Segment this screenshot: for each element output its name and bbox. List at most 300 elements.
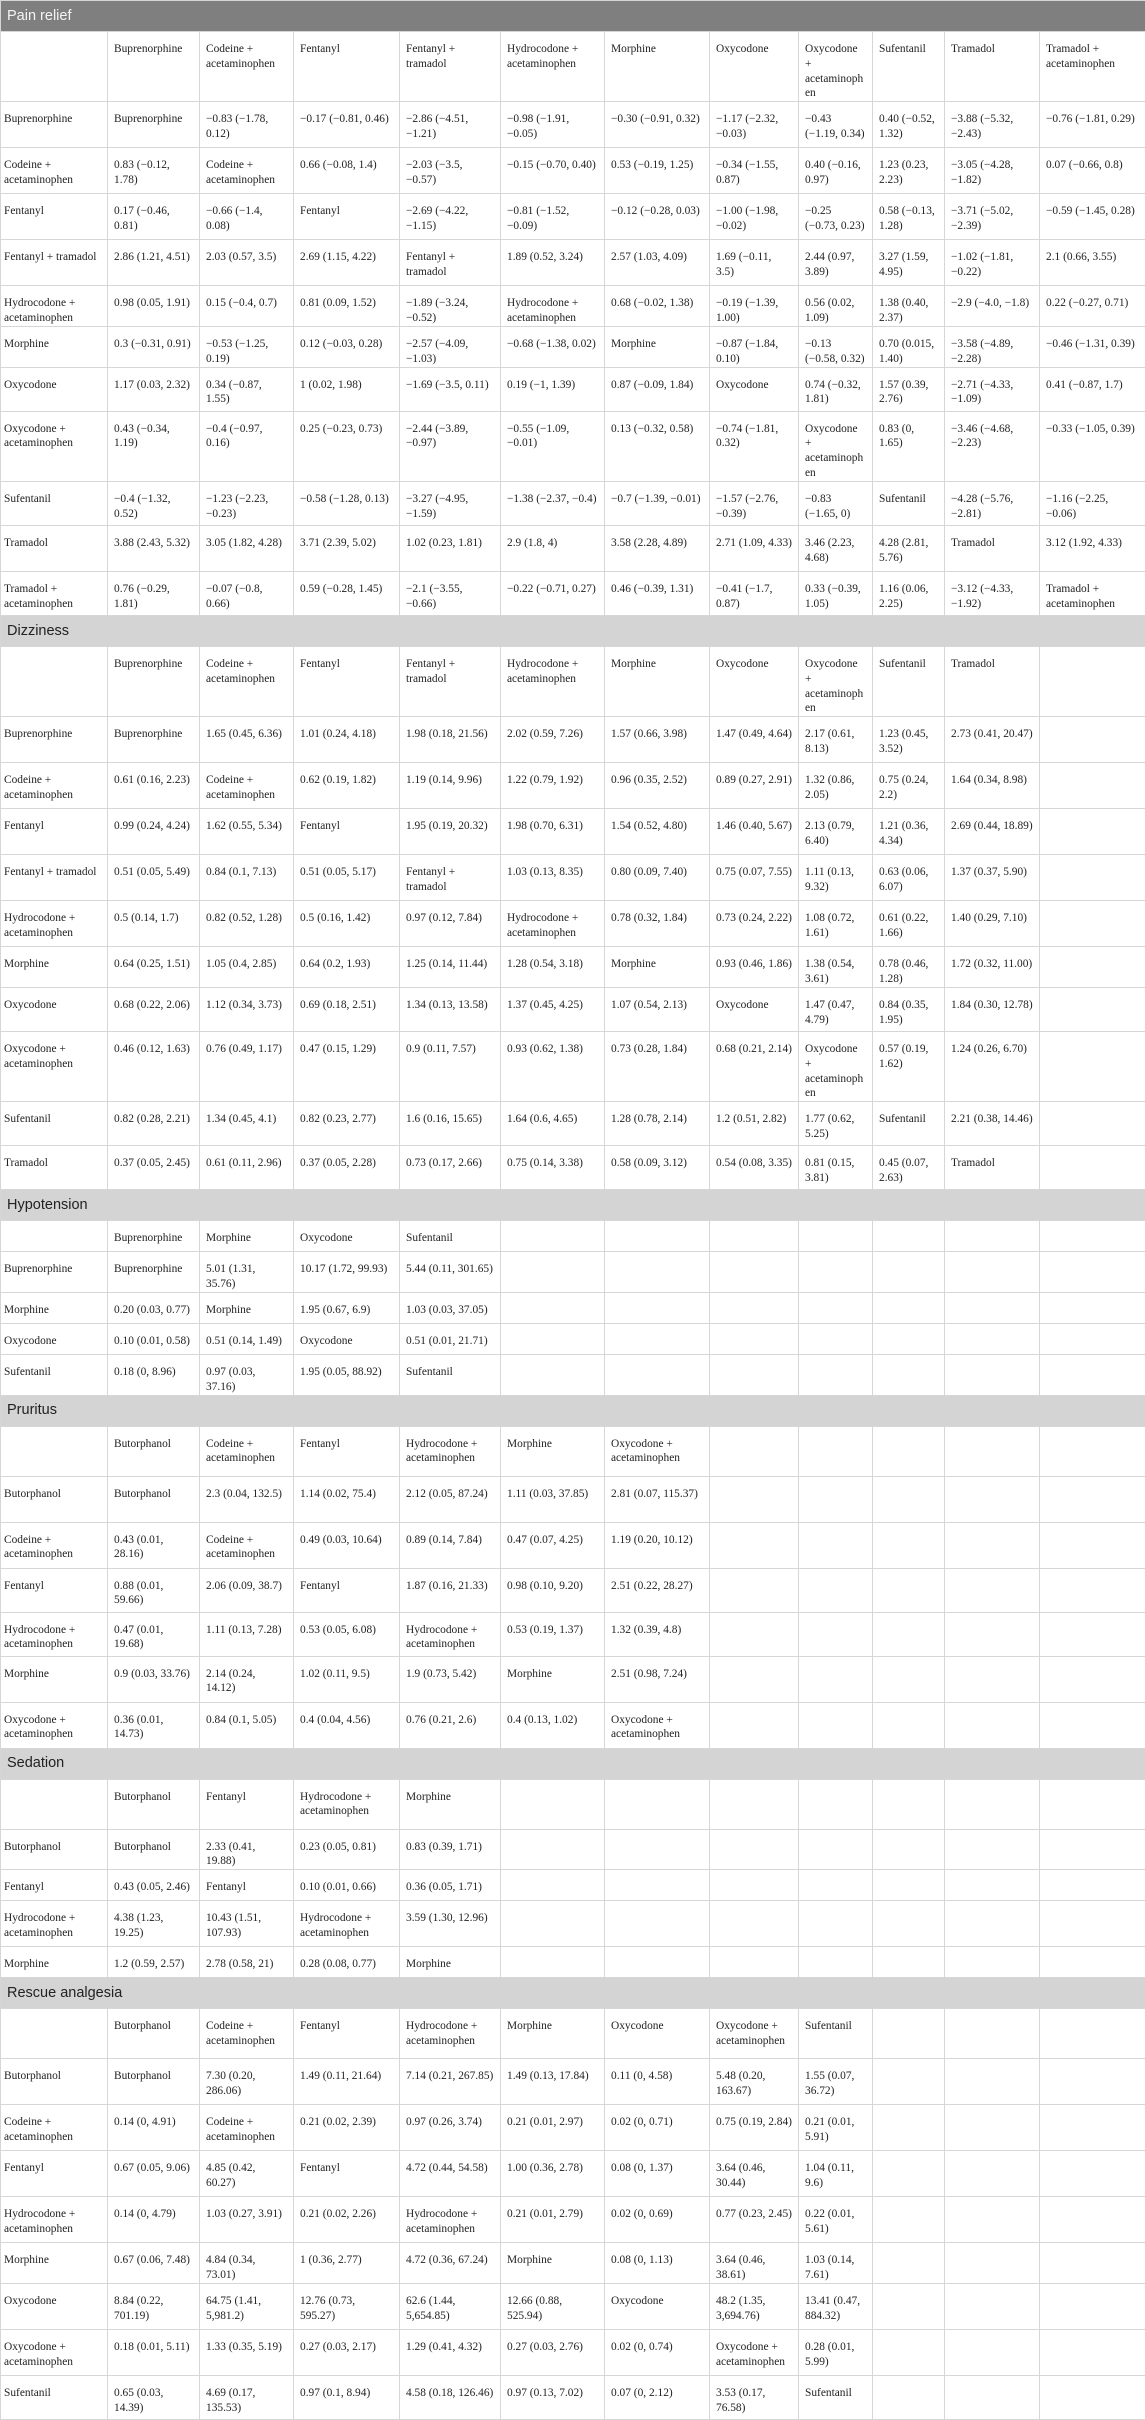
table-cell: 0.81 (0.15, 3.81) [799, 1146, 873, 1190]
table-cell: 0.14 (0, 4.79) [108, 2197, 200, 2243]
table-cell: 0.43 (−0.34, 1.19) [108, 411, 200, 481]
table-cell: 8.84 (0.22, 701.19) [108, 2283, 200, 2329]
section-title: Dizziness [1, 615, 1145, 646]
column-header: Tramadol [945, 646, 1040, 716]
table-cell [1040, 2329, 1145, 2375]
table-row [1, 2105, 1145, 2151]
table-cell: 0.21 (0.02, 2.39) [294, 2105, 400, 2151]
column-header [501, 1779, 605, 1829]
row-header: Tramadol + acetaminophen [1, 571, 108, 615]
column-header [710, 1779, 799, 1829]
table-cell: 1.55 (0.07, 36.72) [799, 2059, 873, 2105]
table-cell: 2.3 (0.04, 132.5) [200, 1476, 294, 1522]
table-row [1, 1901, 1145, 1947]
table-cell: 0.61 (0.11, 2.96) [200, 1146, 294, 1190]
table-row [1, 1612, 1145, 1656]
table-cell: 0.97 (0.03, 37.16) [200, 1354, 294, 1395]
table-cell: 0.08 (0, 1.13) [605, 2243, 710, 2284]
table-cell [1040, 763, 1145, 809]
table-cell: 2.13 (0.79, 6.40) [799, 809, 873, 855]
table-cell: −3.71 (−5.02, −2.39) [945, 194, 1040, 240]
column-header-row [1, 1221, 1145, 1252]
table-cell: 0.18 (0, 8.96) [108, 1354, 200, 1395]
table-cell: Codeine + acetaminophen [200, 763, 294, 809]
table-cell: 1.17 (0.03, 2.32) [108, 367, 200, 411]
table-row [1, 947, 1145, 988]
row-header: Fentanyl + tramadol [1, 855, 108, 901]
table-row [1, 1829, 1145, 1870]
section-title-row [1, 615, 1145, 646]
row-header: Sufentanil [1, 1354, 108, 1395]
row-header: Hydrocodone + acetaminophen [1, 2197, 108, 2243]
column-header: Fentanyl [200, 1779, 294, 1829]
table-cell: 0.43 (0.01, 28.16) [108, 1522, 200, 1568]
table-cell: 4.69 (0.17, 135.53) [200, 2375, 294, 2419]
table-cell [945, 1870, 1040, 1901]
column-header [799, 1221, 873, 1252]
table-cell: 0.12 (−0.03, 0.28) [294, 326, 400, 367]
row-header: Tramadol [1, 525, 108, 571]
table-cell [501, 1829, 605, 1870]
table-row [1, 240, 1145, 286]
corner-cell [1, 32, 108, 102]
table-cell: −0.66 (−1.4, 0.08) [200, 194, 294, 240]
table-cell [799, 1612, 873, 1656]
table-cell: 0.58 (−0.13, 1.28) [873, 194, 945, 240]
table-cell [1040, 1522, 1145, 1568]
column-header [1040, 1779, 1145, 1829]
table-cell [605, 1354, 710, 1395]
table-cell: 0.51 (0.01, 21.71) [400, 1323, 501, 1354]
table-cell: 5.01 (1.31, 35.76) [200, 1252, 294, 1293]
table-cell [873, 1870, 945, 1901]
table-cell [945, 1656, 1040, 1702]
table-cell: −0.34 (−1.55, 0.87) [710, 148, 799, 194]
table-cell [1040, 717, 1145, 763]
column-header: Morphine [605, 32, 710, 102]
table-cell: 1.14 (0.02, 75.4) [294, 1476, 400, 1522]
column-header: Sufentanil [799, 2009, 873, 2059]
table-cell: 0.5 (0.16, 1.42) [294, 901, 400, 947]
table-cell: 0.27 (0.03, 2.17) [294, 2329, 400, 2375]
table-cell: 0.75 (0.07, 7.55) [710, 855, 799, 901]
table-cell: 0.98 (0.05, 1.91) [108, 286, 200, 327]
row-header: Buprenorphine [1, 717, 108, 763]
table-cell: 0.02 (0, 0.69) [605, 2197, 710, 2243]
table-cell: 1.01 (0.24, 4.18) [294, 717, 400, 763]
table-cell: 0.08 (0, 1.37) [605, 2151, 710, 2197]
table-cell: 0.99 (0.24, 4.24) [108, 809, 200, 855]
table-cell: −1.38 (−2.37, −0.4) [501, 481, 605, 525]
table-cell: 3.27 (1.59, 4.95) [873, 240, 945, 286]
table-cell: 2.1 (0.66, 3.55) [1040, 240, 1145, 286]
table-cell: 1.46 (0.40, 5.67) [710, 809, 799, 855]
table-cell: 0.51 (0.05, 5.49) [108, 855, 200, 901]
table-cell: Morphine [400, 1947, 501, 1978]
table-cell: −3.27 (−4.95, −1.59) [400, 481, 501, 525]
table-cell: 10.43 (1.51, 107.93) [200, 1901, 294, 1947]
table-cell: 1.38 (0.54, 3.61) [799, 947, 873, 988]
corner-cell [1, 1221, 108, 1252]
table-cell: Tramadol [945, 525, 1040, 571]
table-cell: Oxycodone [294, 1323, 400, 1354]
table-cell [873, 1476, 945, 1522]
table-cell: 2.12 (0.05, 87.24) [400, 1476, 501, 1522]
table-cell: −1.23 (−2.23, −0.23) [200, 481, 294, 525]
column-header: Oxycodone + acetaminophen [799, 32, 873, 102]
row-header: Codeine + acetaminophen [1, 763, 108, 809]
table-cell [945, 2197, 1040, 2243]
table-cell: 2.03 (0.57, 3.5) [200, 240, 294, 286]
table-cell: −1.02 (−1.81, −0.22) [945, 240, 1040, 286]
table-cell: Morphine [501, 2243, 605, 2284]
table-cell [710, 1522, 799, 1568]
table-cell: −1.00 (−1.98, −0.02) [710, 194, 799, 240]
table-row [1, 2243, 1145, 2284]
column-header: Morphine [200, 1221, 294, 1252]
table-cell: 0.82 (0.52, 1.28) [200, 901, 294, 947]
table-cell: −0.59 (−1.45, 0.28) [1040, 194, 1145, 240]
table-cell: 1.57 (0.66, 3.98) [605, 717, 710, 763]
table-cell: 0.83 (−0.12, 1.78) [108, 148, 200, 194]
table-cell: 0.47 (0.01, 19.68) [108, 1612, 200, 1656]
table-cell: 2.02 (0.59, 7.26) [501, 717, 605, 763]
row-header: Morphine [1, 326, 108, 367]
section-title-row [1, 1978, 1145, 2009]
table-cell: 1.98 (0.18, 21.56) [400, 717, 501, 763]
table-cell: 3.88 (2.43, 5.32) [108, 525, 200, 571]
table-cell: 0.84 (0.1, 7.13) [200, 855, 294, 901]
table-cell: Fentanyl [200, 1870, 294, 1901]
row-header: Buprenorphine [1, 102, 108, 148]
column-header: Codeine + acetaminophen [200, 2009, 294, 2059]
table-cell: 0.11 (0, 4.58) [605, 2059, 710, 2105]
row-header: Morphine [1, 2243, 108, 2284]
table-cell [873, 2375, 945, 2419]
table-row [1, 1568, 1145, 1612]
table-cell [945, 2105, 1040, 2151]
table-cell [710, 1612, 799, 1656]
column-header [1040, 1221, 1145, 1252]
table-cell: 1.57 (0.39, 2.76) [873, 367, 945, 411]
table-cell: 1.6 (0.16, 15.65) [400, 1102, 501, 1146]
table-cell: −0.43 (−1.19, 0.34) [799, 102, 873, 148]
column-header: Fentanyl + tramadol [400, 32, 501, 102]
table-cell: 3.53 (0.17, 76.58) [710, 2375, 799, 2419]
column-header: Sufentanil [873, 646, 945, 716]
table-cell [501, 1323, 605, 1354]
table-cell: 0.36 (0.05, 1.71) [400, 1870, 501, 1901]
table-cell [710, 1947, 799, 1978]
table-row [1, 194, 1145, 240]
table-cell [945, 1947, 1040, 1978]
table-cell [799, 1656, 873, 1702]
table-cell [1040, 2059, 1145, 2105]
table-cell: 1.03 (0.27, 3.91) [200, 2197, 294, 2243]
section-title: Pain relief [1, 1, 1145, 32]
column-header [799, 1426, 873, 1476]
table-cell [945, 1568, 1040, 1612]
table-cell: 0.73 (0.24, 2.22) [710, 901, 799, 947]
table-cell: 0.9 (0.03, 33.76) [108, 1656, 200, 1702]
table-cell: 0.76 (0.21, 2.6) [400, 1702, 501, 1748]
table-cell: 0.22 (0.01, 5.61) [799, 2197, 873, 2243]
table-cell: Buprenorphine [108, 102, 200, 148]
table-cell: Fentanyl [294, 194, 400, 240]
table-cell: −0.53 (−1.25, 0.19) [200, 326, 294, 367]
column-header-row [1, 1426, 1145, 1476]
table-cell: Sufentanil [873, 1102, 945, 1146]
table-cell [501, 1292, 605, 1323]
column-header: Butorphanol [108, 2009, 200, 2059]
table-cell: 0.49 (0.03, 10.64) [294, 1522, 400, 1568]
column-header: Fentanyl [294, 646, 400, 716]
table-cell: 0.77 (0.23, 2.45) [710, 2197, 799, 2243]
row-header: Fentanyl [1, 1870, 108, 1901]
table-cell: 1.21 (0.36, 4.34) [873, 809, 945, 855]
table-cell: 0.68 (−0.02, 1.38) [605, 286, 710, 327]
table-cell [1040, 2197, 1145, 2243]
table-cell [1040, 1146, 1145, 1190]
table-cell: −0.17 (−0.81, 0.46) [294, 102, 400, 148]
table-cell [1040, 1656, 1145, 1702]
table-cell: 0.27 (0.03, 2.76) [501, 2329, 605, 2375]
table-cell: −3.46 (−4.68, −2.23) [945, 411, 1040, 481]
table-cell: −0.74 (−1.81, 0.32) [710, 411, 799, 481]
table-cell: 0.62 (0.19, 1.82) [294, 763, 400, 809]
table-cell: Sufentanil [799, 2375, 873, 2419]
table-cell: 3.05 (1.82, 4.28) [200, 525, 294, 571]
table-cell: 0.15 (−0.4, 0.7) [200, 286, 294, 327]
table-cell [945, 2243, 1040, 2284]
column-header: Morphine [605, 646, 710, 716]
table-cell: −0.13 (−0.58, 0.32) [799, 326, 873, 367]
table-cell [799, 1354, 873, 1395]
row-header: Oxycodone [1, 2283, 108, 2329]
table-cell: Tramadol + acetaminophen [1040, 571, 1145, 615]
table-cell [1040, 947, 1145, 988]
table-cell: Oxycodone + acetaminophen [799, 1031, 873, 1101]
table-cell: 0.65 (0.03, 14.39) [108, 2375, 200, 2419]
table-cell: 1.72 (0.32, 11.00) [945, 947, 1040, 988]
table-cell: 0.19 (−1, 1.39) [501, 367, 605, 411]
corner-cell [1, 646, 108, 716]
table-row [1, 2283, 1145, 2329]
table-cell: 0.43 (0.05, 2.46) [108, 1870, 200, 1901]
table-cell [873, 2329, 945, 2375]
table-cell: −0.22 (−0.71, 0.27) [501, 571, 605, 615]
table-row [1, 286, 1145, 327]
table-row [1, 1354, 1145, 1395]
table-cell [710, 1354, 799, 1395]
table-cell: 0.07 (0, 2.12) [605, 2375, 710, 2419]
table-cell: 1.02 (0.11, 9.5) [294, 1656, 400, 1702]
table-cell [710, 1702, 799, 1748]
table-cell: 1.07 (0.54, 2.13) [605, 987, 710, 1031]
column-header: Fentanyl [294, 1426, 400, 1476]
row-header: Morphine [1, 1656, 108, 1702]
table-cell: 1.49 (0.11, 21.64) [294, 2059, 400, 2105]
table-cell [945, 1522, 1040, 1568]
table-cell: 0.73 (0.17, 2.66) [400, 1146, 501, 1190]
table-cell: 0.97 (0.1, 8.94) [294, 2375, 400, 2419]
table-cell [799, 1702, 873, 1748]
row-header: Fentanyl [1, 2151, 108, 2197]
table-cell [1040, 2105, 1145, 2151]
table-cell: 1.28 (0.78, 2.14) [605, 1102, 710, 1146]
table-cell: −0.58 (−1.28, 0.13) [294, 481, 400, 525]
table-cell: 0.45 (0.07, 2.63) [873, 1146, 945, 1190]
row-header: Codeine + acetaminophen [1, 1522, 108, 1568]
table-row [1, 2059, 1145, 2105]
table-row [1, 481, 1145, 525]
table-cell: −0.76 (−1.81, 0.29) [1040, 102, 1145, 148]
column-header: Sufentanil [400, 1221, 501, 1252]
table-cell [945, 2375, 1040, 2419]
table-cell: 1.25 (0.14, 11.44) [400, 947, 501, 988]
table-cell: 0.47 (0.15, 1.29) [294, 1031, 400, 1101]
section-title: Hypotension [1, 1190, 1145, 1221]
table-cell: 1.24 (0.26, 6.70) [945, 1031, 1040, 1101]
table-cell: 2.06 (0.09, 38.7) [200, 1568, 294, 1612]
table-cell: 10.17 (1.72, 99.93) [294, 1252, 400, 1293]
table-cell: −0.12 (−0.28, 0.03) [605, 194, 710, 240]
row-header: Sufentanil [1, 481, 108, 525]
table-cell [873, 2197, 945, 2243]
table-cell [1040, 901, 1145, 947]
row-header: Oxycodone + acetaminophen [1, 1031, 108, 1101]
table-cell: 2.51 (0.22, 28.27) [605, 1568, 710, 1612]
table-row [1, 1292, 1145, 1323]
table-cell [799, 1829, 873, 1870]
table-cell: 0.89 (0.27, 2.91) [710, 763, 799, 809]
table-cell [1040, 1031, 1145, 1101]
table-cell: 0.41 (−0.87, 1.7) [1040, 367, 1145, 411]
table-cell: −0.83 (−1.78, 0.12) [200, 102, 294, 148]
table-cell: −2.9 (−4.0, −1.8) [945, 286, 1040, 327]
column-header-row [1, 2009, 1145, 2059]
table-cell: 0.97 (0.13, 7.02) [501, 2375, 605, 2419]
table-cell [501, 1252, 605, 1293]
table-row [1, 901, 1145, 947]
column-header [1040, 2009, 1145, 2059]
column-header: Butorphanol [108, 1779, 200, 1829]
table-cell: −2.86 (−4.51, −1.21) [400, 102, 501, 148]
table-cell: 0.69 (0.18, 2.51) [294, 987, 400, 1031]
table-cell [605, 1829, 710, 1870]
table-cell: 0.59 (−0.28, 1.45) [294, 571, 400, 615]
table-cell: Fentanyl [294, 2151, 400, 2197]
table-cell [710, 1870, 799, 1901]
table-cell: 3.71 (2.39, 5.02) [294, 525, 400, 571]
table-cell: 2.21 (0.38, 14.46) [945, 1102, 1040, 1146]
table-cell: 1.2 (0.59, 2.57) [108, 1947, 200, 1978]
column-header: Sufentanil [873, 32, 945, 102]
table-cell [799, 1870, 873, 1901]
table-cell [945, 1354, 1040, 1395]
table-cell: 0.33 (−0.39, 1.05) [799, 571, 873, 615]
table-cell [799, 1292, 873, 1323]
table-cell [873, 1656, 945, 1702]
table-cell: 0.02 (0, 0.74) [605, 2329, 710, 2375]
column-header: Fentanyl [294, 2009, 400, 2059]
column-header: Morphine [400, 1779, 501, 1829]
table-cell: 0.84 (0.35, 1.95) [873, 987, 945, 1031]
table-cell [1040, 1102, 1145, 1146]
table-cell: 3.64 (0.46, 30.44) [710, 2151, 799, 2197]
table-cell: 0.83 (0, 1.65) [873, 411, 945, 481]
table-cell: 1.69 (−0.11, 3.5) [710, 240, 799, 286]
table-cell: 0.07 (−0.66, 0.8) [1040, 148, 1145, 194]
table-cell: −2.1 (−3.55, −0.66) [400, 571, 501, 615]
table-cell: 1.33 (0.35, 5.19) [200, 2329, 294, 2375]
table-cell: −0.07 (−0.8, 0.66) [200, 571, 294, 615]
table-cell: 1.00 (0.36, 2.78) [501, 2151, 605, 2197]
row-header: Morphine [1, 1947, 108, 1978]
column-header-row [1, 646, 1145, 716]
table-cell [605, 1947, 710, 1978]
table-cell: 4.58 (0.18, 126.46) [400, 2375, 501, 2419]
table-cell: 4.38 (1.23, 19.25) [108, 1901, 200, 1947]
table-cell: 4.28 (2.81, 5.76) [873, 525, 945, 571]
table-cell: Morphine [605, 947, 710, 988]
table-cell: 7.30 (0.20, 286.06) [200, 2059, 294, 2105]
table-cell [710, 1476, 799, 1522]
table-cell: 1.08 (0.72, 1.61) [799, 901, 873, 947]
row-header: Fentanyl + tramadol [1, 240, 108, 286]
row-header: Oxycodone [1, 1323, 108, 1354]
table-cell: 0.80 (0.09, 7.40) [605, 855, 710, 901]
row-header: Codeine + acetaminophen [1, 2105, 108, 2151]
table-cell [1040, 1702, 1145, 1748]
table-cell [1040, 2375, 1145, 2419]
table-cell: 0.64 (0.25, 1.51) [108, 947, 200, 988]
table-row [1, 1323, 1145, 1354]
table-cell: 0.25 (−0.23, 0.73) [294, 411, 400, 481]
table-cell: 1.23 (0.23, 2.23) [873, 148, 945, 194]
column-header: Hydrocodone + acetaminophen [400, 2009, 501, 2059]
column-header: Codeine + acetaminophen [200, 32, 294, 102]
table-cell: Buprenorphine [108, 717, 200, 763]
table-cell [873, 1901, 945, 1947]
table-cell: 1.37 (0.45, 4.25) [501, 987, 605, 1031]
table-cell: 0.83 (0.39, 1.71) [400, 1829, 501, 1870]
table-cell: 0.37 (0.05, 2.28) [294, 1146, 400, 1190]
table-row [1, 809, 1145, 855]
table-cell: −1.16 (−2.25, −0.06) [1040, 481, 1145, 525]
row-header: Hydrocodone + acetaminophen [1, 1612, 108, 1656]
table-cell: 4.85 (0.42, 60.27) [200, 2151, 294, 2197]
table-cell [945, 1476, 1040, 1522]
table-cell: 1.38 (0.40, 2.37) [873, 286, 945, 327]
table-cell: 1.02 (0.23, 1.81) [400, 525, 501, 571]
table-cell: 1.64 (0.6, 4.65) [501, 1102, 605, 1146]
table-cell: 12.66 (0.88, 525.94) [501, 2283, 605, 2329]
table-row [1, 1252, 1145, 1293]
table-cell [945, 2283, 1040, 2329]
table-cell: −2.69 (−4.22, −1.15) [400, 194, 501, 240]
table-cell: Oxycodone + acetaminophen [710, 2329, 799, 2375]
table-cell: 0.75 (0.14, 3.38) [501, 1146, 605, 1190]
table-cell: 1.22 (0.79, 1.92) [501, 763, 605, 809]
table-cell: 4.72 (0.44, 54.58) [400, 2151, 501, 2197]
table-cell: 1.03 (0.14, 7.61) [799, 2243, 873, 2284]
table-cell: 1.32 (0.39, 4.8) [605, 1612, 710, 1656]
table-cell: −0.83 (−1.65, 0) [799, 481, 873, 525]
table-cell [873, 2151, 945, 2197]
table-row [1, 102, 1145, 148]
column-header: Codeine + acetaminophen [200, 1426, 294, 1476]
